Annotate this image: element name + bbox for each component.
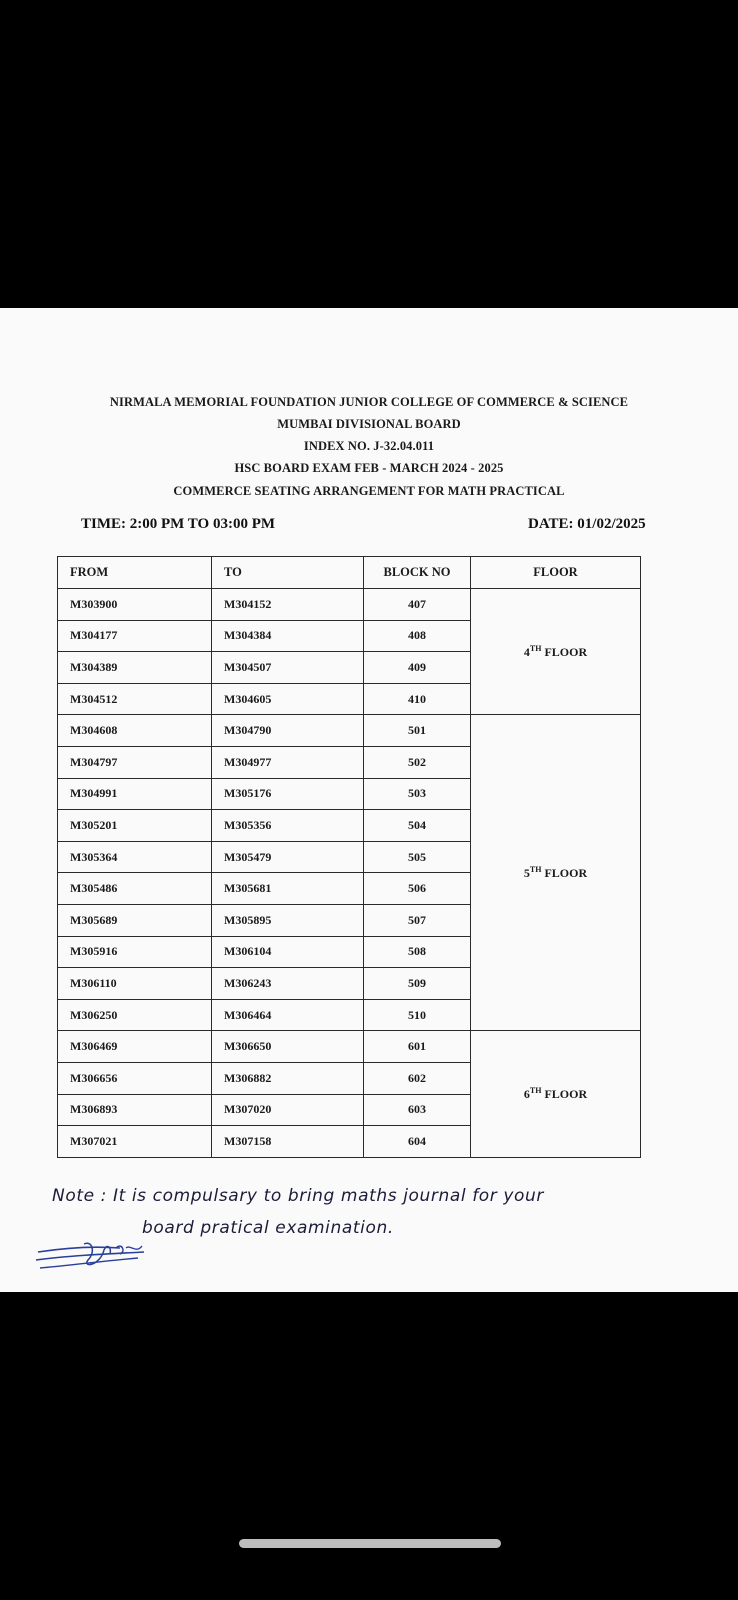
block-cell: 503 <box>364 778 471 810</box>
seating-table <box>57 556 641 1158</box>
block-cell: 507 <box>364 904 471 936</box>
block-cell: 508 <box>364 936 471 968</box>
from-cell: M305201 <box>58 810 212 842</box>
block-cell: 505 <box>364 841 471 873</box>
to-cell: M306650 <box>212 1031 364 1063</box>
to-cell: M307020 <box>212 1094 364 1126</box>
floor-number: 6 <box>523 1087 530 1101</box>
from-cell: M306893 <box>58 1094 212 1126</box>
to-cell: M306104 <box>212 936 364 968</box>
to-cell: M305681 <box>212 873 364 905</box>
from-cell: M304177 <box>58 620 212 652</box>
block-cell: 408 <box>364 620 471 652</box>
floor-label: FLOOR <box>544 1087 588 1101</box>
to-cell: M305176 <box>212 778 364 810</box>
note-line-1: Note : It is compulsary to bring maths journal for your <box>52 1186 544 1206</box>
home-indicator[interactable] <box>239 1539 501 1548</box>
from-cell: M304797 <box>58 746 212 778</box>
to-cell: M306464 <box>212 999 364 1031</box>
board-name: MUMBAI DIVISIONAL BOARD <box>277 417 461 431</box>
block-cell: 603 <box>364 1094 471 1126</box>
floor-number: 5 <box>523 865 530 880</box>
from-cell: M305486 <box>58 873 212 905</box>
column-header: FROM <box>58 557 212 589</box>
column-header: TO <box>212 557 364 589</box>
table-row <box>58 589 641 621</box>
to-cell: M304384 <box>212 620 364 652</box>
to-cell: M304790 <box>212 715 364 747</box>
from-cell: M306110 <box>58 968 212 1000</box>
to-cell: M306243 <box>212 968 364 1000</box>
from-cell: M306656 <box>58 1062 212 1094</box>
from-cell: M305364 <box>58 841 212 873</box>
to-cell: M305479 <box>212 841 364 873</box>
exam-date: DATE: 01/02/2025 <box>528 516 646 532</box>
to-cell: M305895 <box>212 904 364 936</box>
note-line-2: board pratical examination. <box>142 1218 394 1238</box>
note-text <box>52 1180 712 1244</box>
from-cell: M304512 <box>58 683 212 715</box>
to-cell: M304507 <box>212 652 364 684</box>
from-cell: M304991 <box>58 778 212 810</box>
block-cell: 502 <box>364 746 471 778</box>
from-cell: M304389 <box>58 652 212 684</box>
floor-number: 4 <box>523 644 530 659</box>
table-header-row <box>58 557 641 589</box>
block-cell: 604 <box>364 1126 471 1158</box>
block-cell: 602 <box>364 1062 471 1094</box>
to-cell: M307158 <box>212 1126 364 1158</box>
block-cell: 501 <box>364 715 471 747</box>
from-cell: M305689 <box>58 904 212 936</box>
floor-cell <box>471 715 641 1031</box>
exam-title: HSC BOARD EXAM FEB - MARCH 2024 - 2025 <box>234 461 504 475</box>
column-header: BLOCK NO <box>364 557 471 589</box>
index-number: INDEX NO. J-32.04.011 <box>303 439 435 453</box>
block-cell: 509 <box>364 968 471 1000</box>
block-cell: 409 <box>364 652 471 684</box>
document-page <box>0 308 738 1292</box>
to-cell: M304152 <box>212 589 364 621</box>
to-cell: M306882 <box>212 1062 364 1094</box>
from-cell: M305916 <box>58 936 212 968</box>
to-cell: M305356 <box>212 810 364 842</box>
to-cell: M304605 <box>212 683 364 715</box>
block-cell: 410 <box>364 683 471 715</box>
floor-suffix: TH <box>529 643 542 653</box>
floor-suffix: TH <box>529 1086 542 1095</box>
signature-image <box>34 1238 154 1278</box>
block-cell: 407 <box>364 589 471 621</box>
to-cell: M304977 <box>212 746 364 778</box>
floor-label: FLOOR <box>544 865 588 880</box>
floor-label: FLOOR <box>544 644 588 659</box>
table-row <box>58 715 641 747</box>
block-cell: 601 <box>364 1031 471 1063</box>
block-cell: 506 <box>364 873 471 905</box>
floor-cell <box>471 1031 641 1157</box>
arrangement-title: COMMERCE SEATING ARRANGEMENT FOR MATH PRACTICAL <box>173 484 565 498</box>
exam-time: TIME: 2:00 PM TO 03:00 PM <box>81 516 276 532</box>
from-cell: M306469 <box>58 1031 212 1063</box>
block-cell: 504 <box>364 810 471 842</box>
floor-cell <box>471 589 641 715</box>
table-body <box>58 589 641 1158</box>
college-name: NIRMALA MEMORIAL FOUNDATION JUNIOR COLLEGE OF COMMERCE & SCIENCE <box>109 395 629 409</box>
column-header: FLOOR <box>471 557 641 589</box>
table-row <box>58 1031 641 1063</box>
block-cell: 510 <box>364 999 471 1031</box>
from-cell: M306250 <box>58 999 212 1031</box>
from-cell: M307021 <box>58 1126 212 1158</box>
from-cell: M303900 <box>58 589 212 621</box>
from-cell: M304608 <box>58 715 212 747</box>
floor-suffix: TH <box>529 864 542 874</box>
